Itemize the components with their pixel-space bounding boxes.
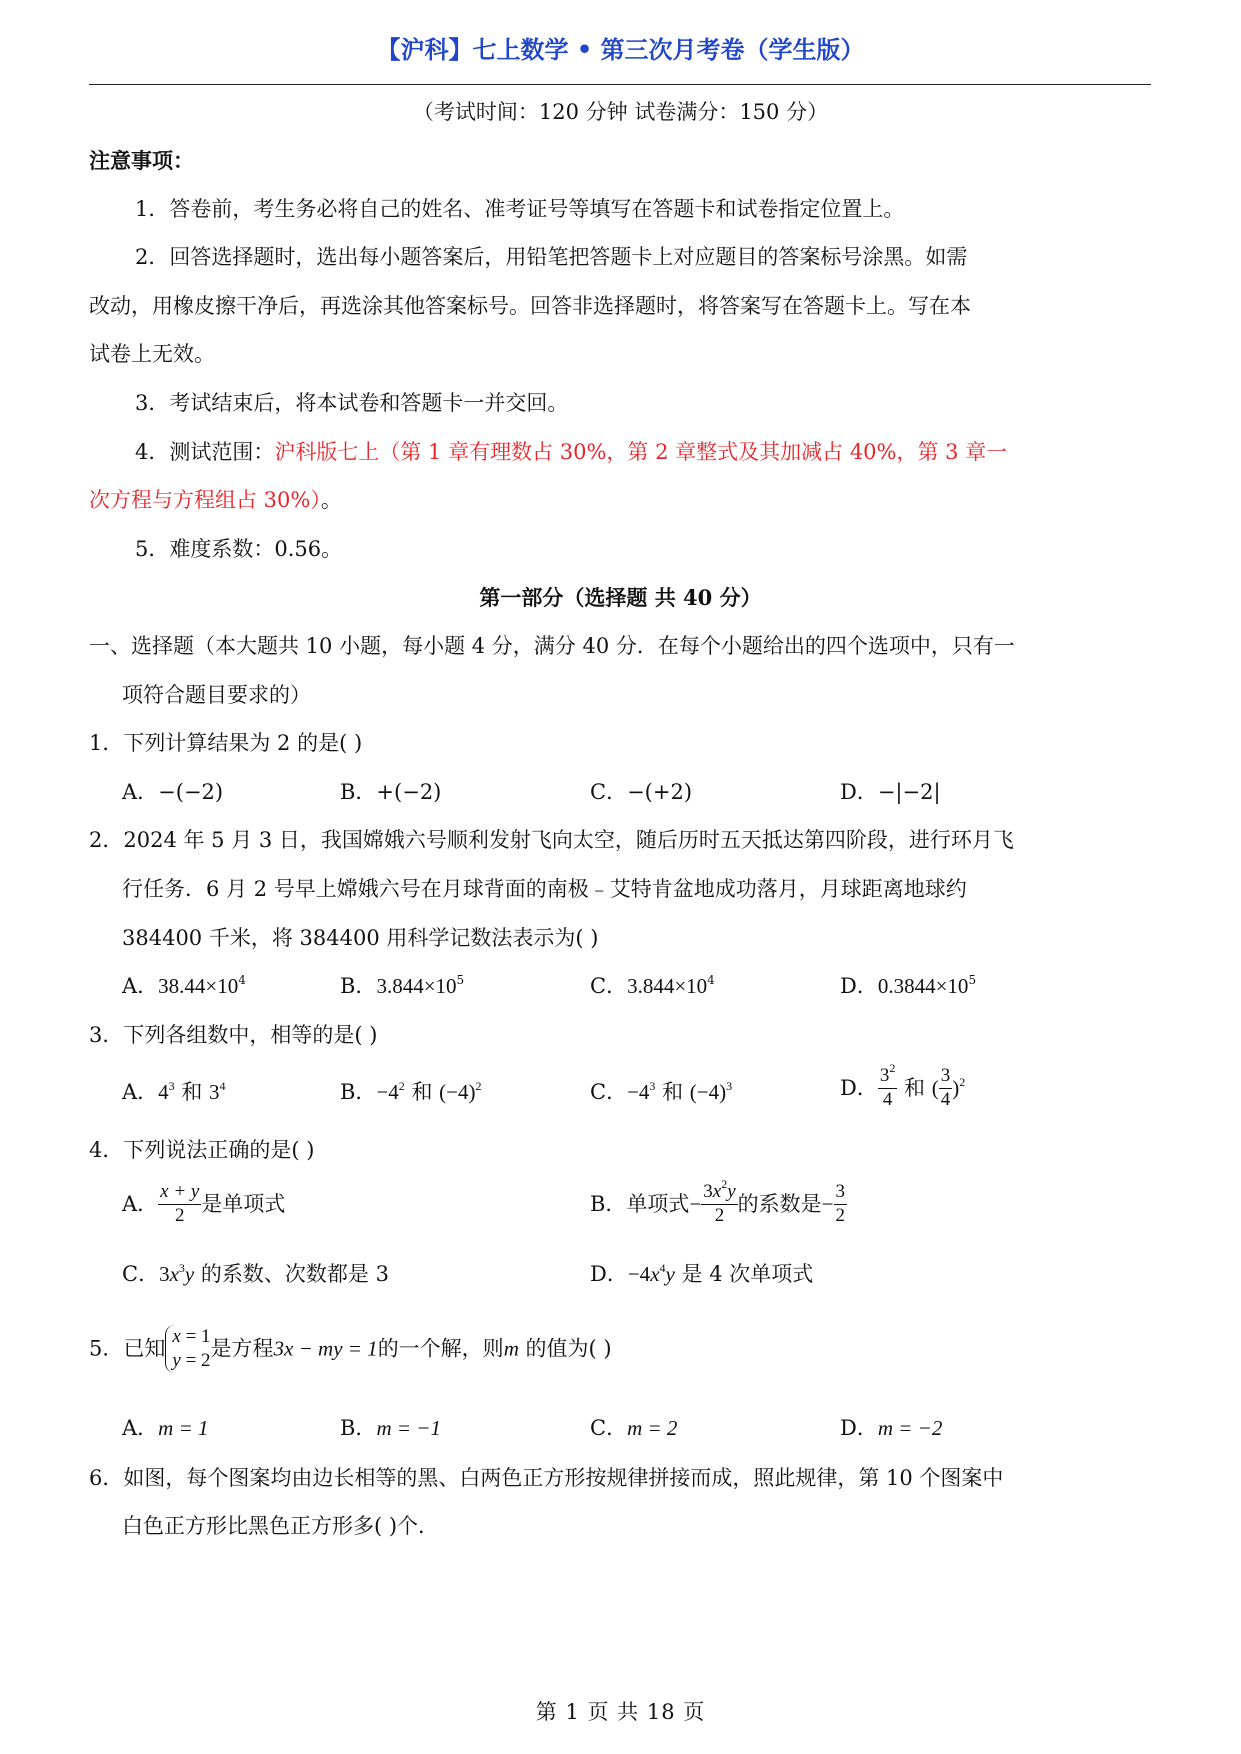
note-2-line1: 2．回答选择题时，选出每小题答案后，用铅笔把答题卡上对应题目的答案标号涂黑。如需: [135, 245, 968, 269]
q2-option-b: B．$3.844\times 10^5$: [340, 973, 465, 998]
question-6-line2: 白色正方形比黑色正方形多( )个．: [122, 1514, 440, 1538]
q4-option-d: D．$-4x^4y$ 是 4 次单项式: [590, 1261, 814, 1286]
note-2-line2: 改动，用橡皮擦干净后，再选涂其他答案标号。回答非选择题时，将答案写在答题卡上。写在本: [89, 294, 971, 318]
q3-option-d: D． $\frac{3^2}{4}$ 和 ( $\frac{3}{4}$ )$^2$: [840, 1061, 966, 1110]
document-title: 【沪科】七上数学 • 第三次月考卷（学生版）: [376, 35, 865, 64]
q3-option-a: A．$4^3$ 和 $3^4$: [122, 1079, 226, 1104]
question-6-line1: 6．如图，每个图案均由边长相等的黑、白两色正方形按规律拼接而成，照此规律，第 10 个图案中: [89, 1466, 1004, 1490]
q1-option-b: B．+(−2): [340, 780, 442, 804]
page-number: 第 1 页 共 18 页: [535, 1700, 706, 1724]
q5-system: x = 1 y = 2: [165, 1325, 210, 1373]
note-4-scope-cont: 次方程与方程组占 30%）: [89, 488, 321, 512]
q4-option-b: B．单项式− $\frac{3x^2y}{2}$ 的系数是− $\frac{3}{2}$: [590, 1177, 845, 1226]
notes-heading: 注意事项：: [89, 148, 194, 173]
note-2-line3: 试卷上无效。: [89, 342, 215, 366]
note-4-line1: [135, 442, 1007, 463]
header-rule: [89, 84, 1151, 85]
question-2-line1: 2．2024 年 5 月 3 日，我国嫦娥六号顺利发射飞向太空，随后历时五天抵达第四阶段，进行环月飞: [89, 828, 1014, 852]
note-5: 5．难度系数：0.56。: [135, 537, 343, 561]
q1-option-d: D．−|−2|: [840, 780, 941, 804]
q5-option-d: D．m = −2: [840, 1416, 943, 1440]
part-heading: 第一部分（选择题 共 40 分）: [479, 585, 762, 610]
question-5-stem: 5．已知 x = 1 y = 2是方程3x − my = 1的一个解，则m 的值为( ): [89, 1326, 612, 1371]
note-4-suffix: 。: [320, 488, 342, 512]
note-4-prefix: 4．测试范围：: [135, 440, 275, 464]
question-2-line2: 行任务．6 月 2 号早上嫦娥六号在月球背面的南极﹣艾特肯盆地成功落月，月球距离地球约: [122, 877, 967, 901]
note-3: 3．考试结束后，将本试卷和答题卡一并交回。: [135, 391, 569, 415]
q5-option-a: A．m = 1: [122, 1416, 209, 1440]
q2-option-d: D．$0.3844\times 10^5$: [840, 973, 977, 998]
exam-info: （考试时间：120 分钟 试卷满分：150 分）: [412, 100, 829, 124]
q5-option-b: B．m = −1: [340, 1416, 441, 1440]
note-4-scope: 沪科版七上（第 1 章有理数占 30%，第 2 章整式及其加减占 40%，第 3 章一: [274, 440, 1008, 464]
question-2-line3: 384400 千米，将 384400 用科学记数法表示为( ): [122, 926, 599, 950]
q4-option-a: A． $\frac{x + y}{2}$ 是单项式: [122, 1181, 286, 1226]
section-instructions-line1: 一、选择题（本大题共 10 小题，每小题 4 分，满分 40 分．在每个小题给出的四个选项中，只有一: [89, 634, 1015, 658]
section-instructions-line2: 项符合题目要求的）: [122, 683, 311, 707]
q3-option-b: B．$-4^2$ 和 $(-4)^2$: [340, 1079, 482, 1104]
q1-option-c: C．−(+2): [590, 780, 693, 804]
note-4-line2: [89, 490, 342, 511]
q4-option-c: C．$3x^3y$ 的系数、次数都是 3: [122, 1261, 389, 1286]
q2-option-c: C．$3.844\times 10^4$: [590, 973, 715, 998]
question-4-stem: 4．下列说法正确的是( ): [89, 1138, 315, 1162]
note-1: 1．答卷前，考生务必将自己的姓名、准考证号等填写在答题卡和试卷指定位置上。: [135, 197, 905, 221]
q1-option-a: A．−(−2): [122, 780, 224, 804]
q3-option-c: C．$-4^3$ 和 $(-4)^3$: [590, 1079, 733, 1104]
question-1-stem: 1．下列计算结果为 2 的是( ): [89, 731, 363, 755]
question-3-stem: 3．下列各组数中，相等的是( ): [89, 1023, 378, 1047]
q2-option-a: A．$38.44\times 10^4$: [122, 973, 246, 998]
q5-option-c: C．m = 2: [590, 1416, 678, 1440]
